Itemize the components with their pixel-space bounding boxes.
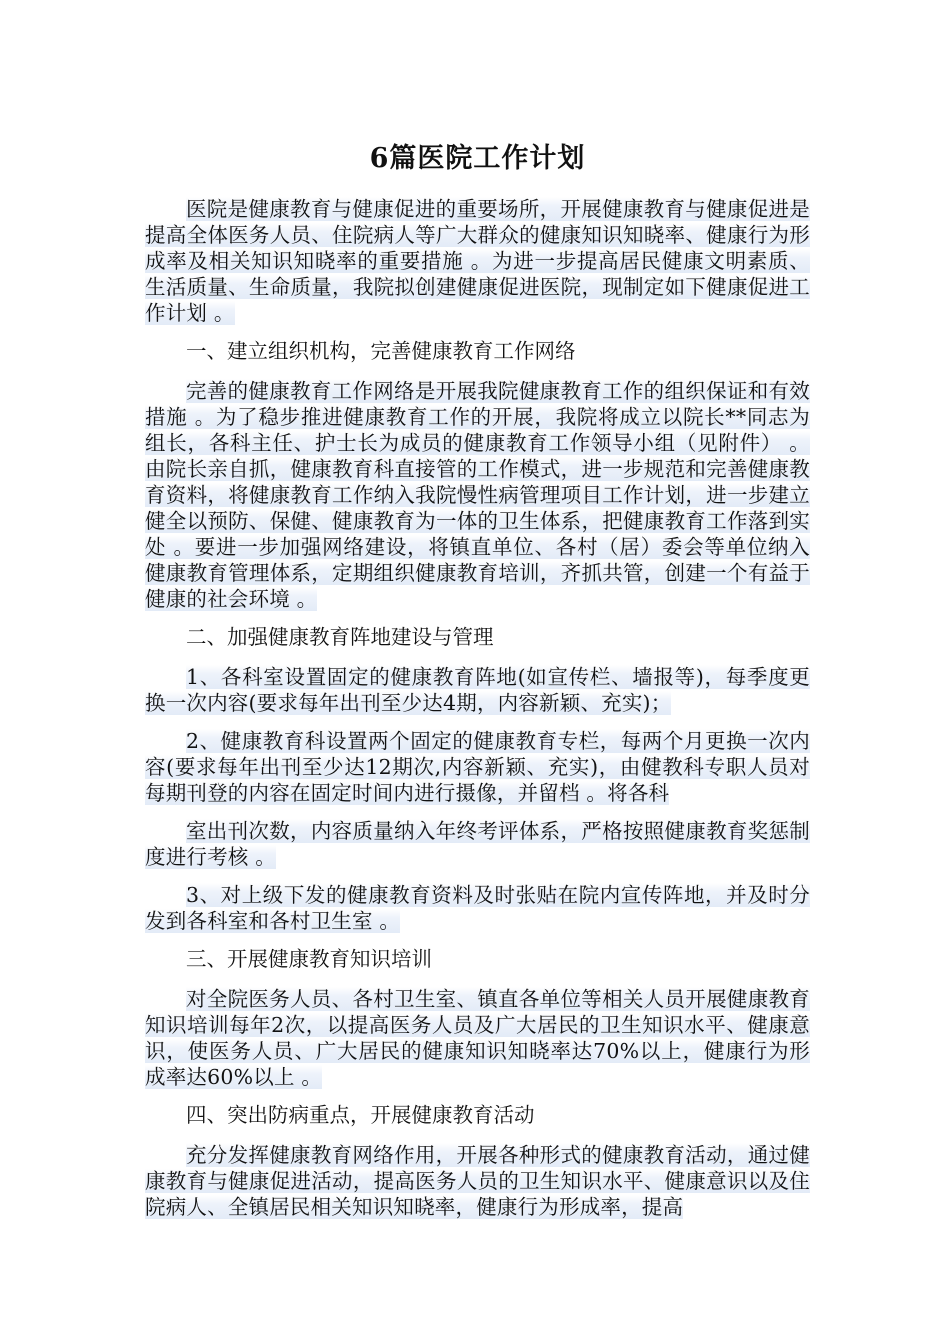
- paragraph-text: 充分发挥健康教育网络作用，开展各种形式的健康教育活动，通过健康教育与健康促进活动，提高医务人员的卫生知识水平、健康意识以及住院病人、全镇居民相关知识知晓率，健康行为形成率，提高: [145, 1143, 810, 1219]
- paragraph-text: 3、对上级下发的健康教育资料及时张贴在院内宣传阵地，并及时分发到各科室和各村卫生室 。: [145, 883, 810, 933]
- paragraph-text: 室出刊次数，内容质量纳入年终考评体系，严格按照健康教育奖惩制度进行考核 。: [145, 819, 810, 869]
- paragraph-text: 2、健康教育科设置两个固定的健康教育专栏，每两个月更换一次内容(要求每年出刊至少达12期次,内容新颖、充实)，由健教科专职人员对每期刊登的内容在固定时间内进行摄像，并留档 。将各科: [145, 729, 810, 805]
- heading-text: 三、开展健康教育知识培训: [186, 947, 432, 971]
- section-heading-3: [145, 946, 810, 972]
- section-4-paragraph: [145, 1142, 810, 1220]
- section-2-item-2: [145, 728, 810, 806]
- section-heading-1: [145, 338, 810, 364]
- heading-text: 一、建立组织机构，完善健康教育工作网络: [186, 339, 576, 363]
- document-page: [145, 128, 810, 1232]
- section-3-paragraph: [145, 986, 810, 1090]
- intro-paragraph: [145, 196, 810, 326]
- heading-text: 二、加强健康教育阵地建设与管理: [186, 625, 494, 649]
- paragraph-text: 医院是健康教育与健康促进的重要场所，开展健康教育与健康促进是提高全体医务人员、住院病人等广大群众的健康知识知晓率、健康行为形成率及相关知识知晓率的重要措施 。为进一步提高居民健康文明素质、生活质量、生命质量，我院拟创建健康促进医院，现制定如下健康促进工作计划 。: [145, 197, 810, 325]
- paragraph-text: 完善的健康教育工作网络是开展我院健康教育工作的组织保证和有效措施 。为了稳步推进健康教育工作的开展，我院将成立以院长**同志为组长，各科主任、护士长为成员的健康教育工作领导小组（见附件） 。由院长亲自抓，健康教育科直接管的工作模式，进一步规范和完善健康教育资料，将健康教育工作纳入我院慢性病管理项目工作计划，进一步建立健全以预防、保健、健康教育为一体的卫生体系，把健康教育工作落到实处 。要进一步加强网络建设，将镇直单位、各村（居）委会等单位纳入健康教育管理体系，定期组织健康教育培训，齐抓共管，创建一个有益于健康的社会环境 。: [145, 379, 810, 611]
- paragraph-text: 对全院医务人员、各村卫生室、镇直各单位等相关人员开展健康教育知识培训每年2次，以提高医务人员及广大居民的卫生知识水平、健康意识，使医务人员、广大居民的健康知识知晓率达70%以上，健康行为形成率达60%以上 。: [145, 987, 810, 1089]
- document-title: 6篇医院工作计划: [369, 143, 586, 174]
- section-heading-4: [145, 1102, 810, 1128]
- section-2-item-1: [145, 664, 810, 716]
- section-1-paragraph: [145, 378, 810, 612]
- section-heading-2: [145, 624, 810, 650]
- section-2-item-2-continued: [145, 818, 810, 870]
- paragraph-text: 1、各科室设置固定的健康教育阵地(如宣传栏、墙报等)，每季度更换一次内容(要求每年出刊至少达4期，内容新颖、充实)；: [145, 665, 810, 715]
- section-2-item-3: [145, 882, 810, 934]
- heading-text: 四、突出防病重点，开展健康教育活动: [186, 1103, 535, 1127]
